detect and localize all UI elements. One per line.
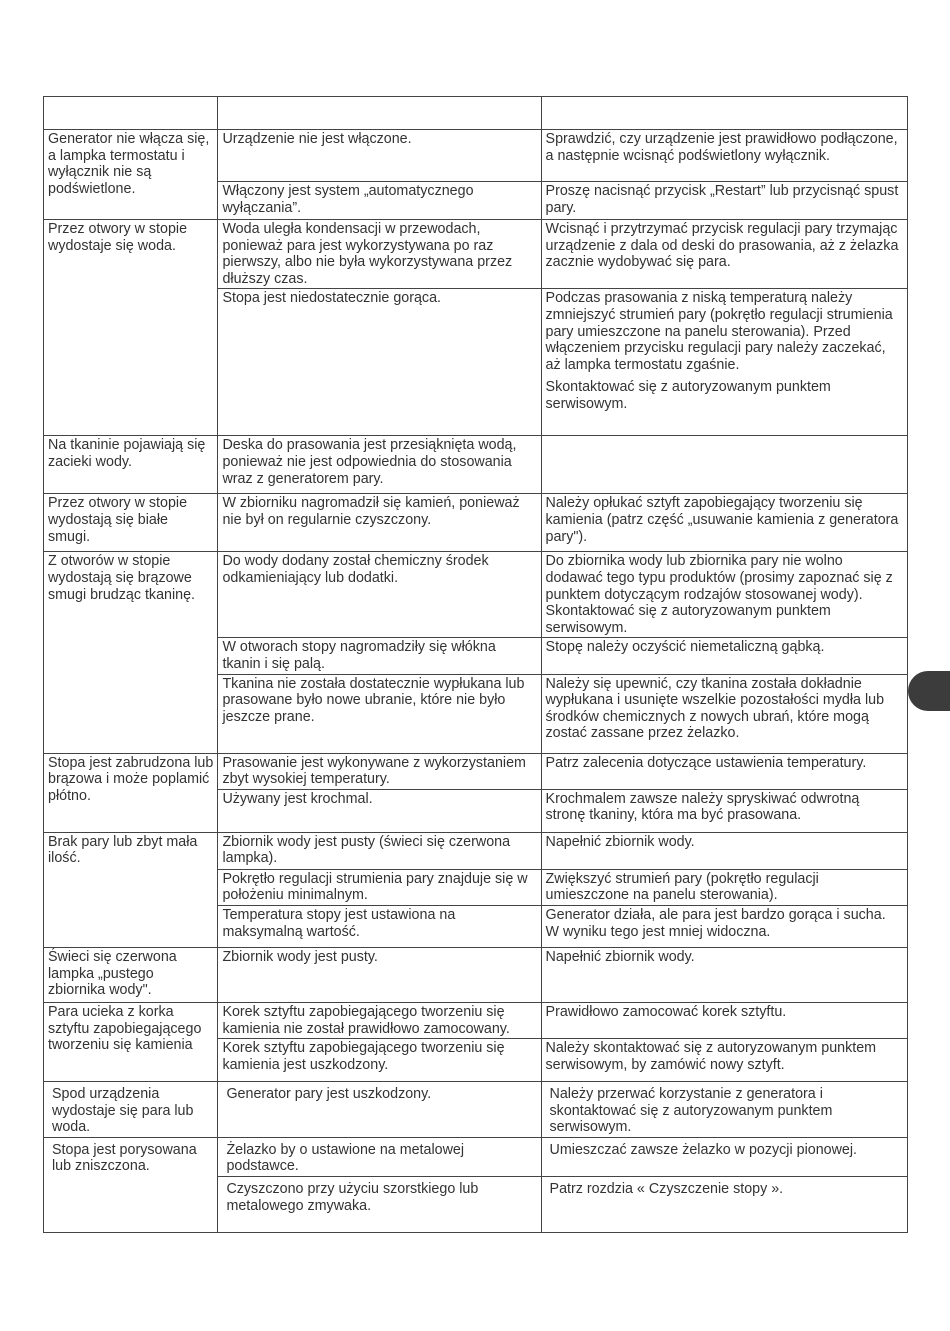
solution-cell: [541, 552, 907, 638]
cause-cell: Deska do prasowania jest przesiąknięta wodą, ponieważ nie jest odpowiednia do stosowania wraz z generatorem pary.: [218, 436, 541, 494]
table-row: [44, 832, 908, 869]
solution-paragraph: Generator działa, ale para jest bardzo gorąca i sucha. W wyniku tego jest mniej widoczna.: [545, 906, 886, 940]
solution-cell: [541, 182, 907, 220]
cause-cell: Żelazko by o ustawione na metalowej podstawce.: [218, 1137, 541, 1176]
problem-cell: Przez otwory w stopie wydostaje się woda.: [44, 220, 218, 436]
table-row: [44, 1137, 908, 1176]
problem-cell: Stopa jest zabrudzona lub brązowa i może poplamić płótno.: [44, 753, 218, 832]
section-tab-marker: [908, 671, 950, 711]
cause-cell: Prasowanie jest wykonywane z wykorzystaniem zbyt wysokiej temperatury.: [218, 753, 541, 789]
cause-cell: Urządzenie nie jest włączone.: [218, 130, 541, 182]
solution-cell: [541, 832, 907, 869]
problem-cell: Na tkaninie pojawiają się zacieki wody.: [44, 436, 218, 494]
problem-cell: Z otworów w stopie wydostają się brązowe smugi brudząc tkaninę.: [44, 552, 218, 753]
problem-cell: Brak pary lub zbyt mała ilość.: [44, 832, 218, 947]
cause-cell: Temperatura stopy jest ustawiona na maksymalną wartość.: [218, 905, 541, 947]
cause-cell: Woda uległa kondensacji w przewodach, ponieważ para jest wykorzystywana po raz pierwszy, albo nie była wykorzystywana przez dłuższy czas.: [218, 220, 541, 289]
problem-cell: Generator nie włącza się, a lampka termostatu i wyłącznik nie są podświetlone.: [44, 130, 218, 220]
header-problem: [44, 97, 218, 130]
solution-paragraph: Patrz zalecenia dotyczące ustawienia temperatury.: [545, 754, 867, 771]
table-row: [44, 753, 908, 789]
solution-paragraph: Stopę należy oczyścić niemetaliczną gąbką.: [545, 639, 825, 656]
solution-cell: [541, 753, 907, 789]
solution-cell: [541, 130, 907, 182]
table-header-row: [44, 97, 908, 130]
table-row: [44, 947, 908, 1002]
cause-cell: Generator pary jest uszkodzony.: [218, 1082, 541, 1138]
cause-cell: Używany jest krochmal.: [218, 789, 541, 832]
troubleshooting-table: [43, 96, 908, 1233]
cause-cell: W zbiorniku nagromadził się kamień, ponieważ nie był on regularnie czyszczony.: [218, 494, 541, 552]
solution-cell: [541, 289, 907, 436]
problem-cell: Para ucieka z korka sztyftu zapobiegającego tworzeniu się kamienia: [44, 1002, 218, 1081]
solution-cell: [541, 1002, 907, 1038]
problem-cell: Przez otwory w stopie wydostają się białe smugi.: [44, 494, 218, 552]
table-row: [44, 1002, 908, 1038]
solution-paragraph: Wcisnąć i przytrzymać przycisk regulacji pary trzymając urządzenie z dala od deski do prasowania, aż z żelazka zacznie wydobywać się para.: [545, 221, 899, 271]
header-solution: [541, 97, 907, 130]
problem-cell: Stopa jest porysowana lub zniszczona.: [44, 1137, 218, 1232]
solution-cell: [541, 674, 907, 753]
troubleshooting-table-body: [44, 97, 908, 1233]
solution-paragraph: Umieszczać zawsze żelazko w pozycji pionowej.: [549, 1141, 858, 1158]
solution-cell: [541, 1177, 907, 1233]
solution-cell: [541, 494, 907, 552]
solution-paragraph: Należy się upewnić, czy tkanina została dokładnie wypłukana i usunięte wszelkie pozostałości mydła lub środków chemicznych z nowych ubrań, które mogą zostać zassane przez żelazko.: [545, 675, 885, 742]
cause-cell: Do wody dodany został chemiczny środek odkamieniający lub dodatki.: [218, 552, 541, 638]
table-row: [44, 220, 908, 289]
cause-cell: Zbiornik wody jest pusty.: [218, 947, 541, 1002]
solution-paragraph: Sprawdzić, czy urządzenie jest prawidłowo podłączone, a następnie wcisnąć podświetlony wyłącznik.: [545, 131, 898, 164]
solution-paragraph: Należy opłukać sztyft zapobiegający tworzeniu się kamienia (patrz część „usuwanie kamienia z generatora pary").: [545, 495, 899, 545]
solution-cell: [541, 1137, 907, 1176]
solution-cell: [541, 905, 907, 947]
solution-cell: [541, 789, 907, 832]
solution-paragraph: Prawidłowo zamocować korek sztyftu.: [545, 1003, 787, 1020]
table-row: [44, 436, 908, 494]
cause-cell: Czyszczono przy użyciu szorstkiego lub metalowego zmywaka.: [218, 1177, 541, 1233]
solution-paragraph: Napełnić zbiornik wody.: [545, 948, 695, 965]
cause-cell: Włączony jest system „automatycznego wyłączania”.: [218, 182, 541, 220]
problem-cell: Świeci się czerwona lampka „pustego zbiornika wody".: [44, 947, 218, 1002]
cause-cell: Tkanina nie została dostatecznie wypłukana lub prasowane było nowe ubranie, które nie było jeszcze prane.: [218, 674, 541, 753]
solution-paragraph: Krochmalem zawsze należy spryskiwać odwrotną stronę tkaniny, która ma być prasowana.: [545, 790, 860, 824]
solution-cell: [541, 1039, 907, 1082]
solution-cell: [541, 436, 907, 494]
solution-cell: [541, 638, 907, 674]
solution-paragraph: Patrz rozdzia « Czyszczenie stopy ».: [549, 1181, 784, 1198]
solution-paragraph: Należy skontaktować się z autoryzowanym punktem serwisowym, by zamówić nowy sztyft.: [545, 1040, 877, 1073]
cause-cell: W otworach stopy nagromadziły się włókna tkanin i się palą.: [218, 638, 541, 674]
cause-cell: Zbiornik wody jest pusty (świeci się czerwona lampka).: [218, 832, 541, 869]
solution-cell: [541, 1082, 907, 1138]
table-row: [44, 494, 908, 552]
solution-cell: [541, 947, 907, 1002]
solution-paragraph: Do zbiornika wody lub zbiornika pary nie wolno dodawać tego typu produktów (prosimy zapoznać się z punktem dotyczącym rodzajów stosowanej wody). Skontaktować się z autoryzowanym punktem serwisowym.: [545, 553, 893, 636]
solution-paragraph: Napełnić zbiornik wody.: [545, 833, 695, 850]
solution-paragraph: Należy przerwać korzystanie z generatora i skontaktować się z autoryzowanym punktem serwisowym.: [549, 1086, 833, 1136]
problem-cell: Spod urządzenia wydostaje się para lub woda.: [44, 1082, 218, 1138]
solution-cell: [541, 869, 907, 905]
solution-paragraph: Zwiększyć strumień pary (pokrętło regulacji umieszczone na panelu sterowania).: [545, 870, 819, 904]
table-row: [44, 130, 908, 182]
solution-cell: [541, 220, 907, 289]
cause-cell: Korek sztyftu zapobiegającego tworzeniu się kamienia jest uszkodzony.: [218, 1039, 541, 1082]
cause-cell: Pokrętło regulacji strumienia pary znajduje się w położeniu minimalnym.: [218, 869, 541, 905]
table-row: [44, 552, 908, 638]
solution-paragraph: Proszę nacisnąć przycisk „Restart” lub przycisnąć spust pary.: [545, 183, 899, 216]
cause-cell: Korek sztyftu zapobiegającego tworzeniu się kamienia nie został prawidłowo zamocowany.: [218, 1002, 541, 1038]
solution-paragraph: Skontaktować się z autoryzowanym punktem serwisowym.: [545, 379, 831, 412]
header-cause: [218, 97, 541, 130]
solution-paragraph: Podczas prasowania z niską temperaturą należy zmniejszyć strumień pary (pokrętło regulacji strumienia pary umieszczone na panelu sterowania). Przed włączeniem przycisku regulacji pary należy zaczekać, aż lampka termostatu zgaśnie.: [545, 290, 893, 373]
table-row: [44, 1082, 908, 1138]
cause-cell: Stopa jest niedostatecznie gorąca.: [218, 289, 541, 436]
